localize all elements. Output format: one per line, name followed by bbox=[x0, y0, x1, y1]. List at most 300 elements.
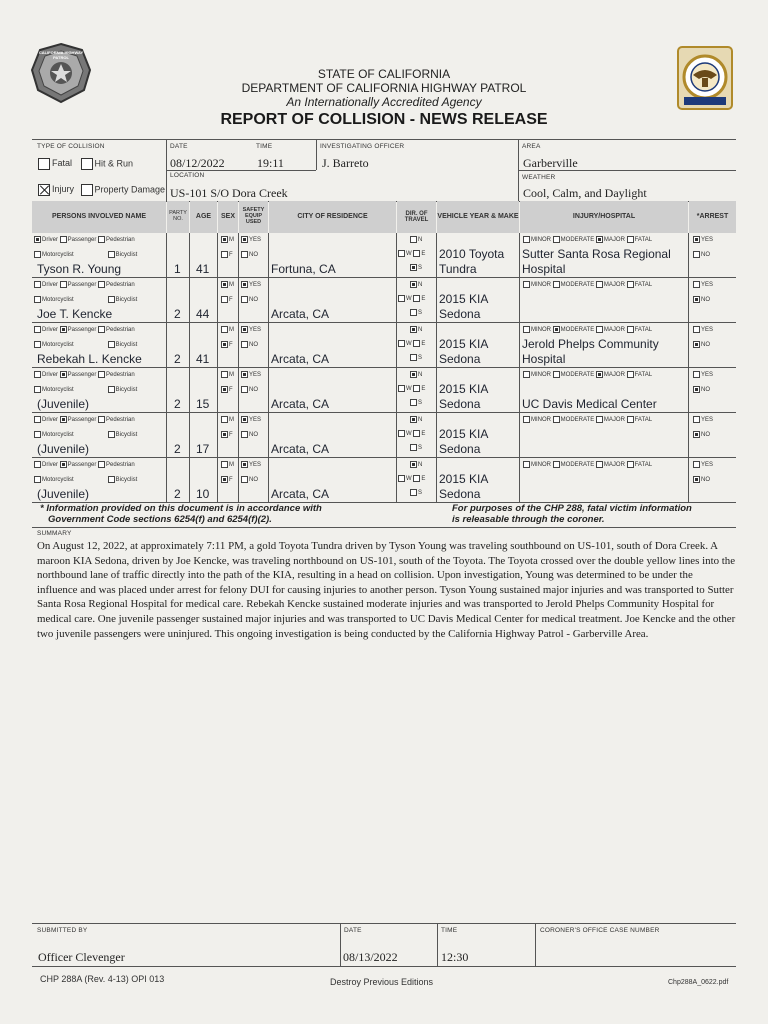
major-checkbox[interactable] bbox=[596, 416, 603, 423]
col-safety-header: SAFETY EQUIP USED bbox=[239, 201, 268, 233]
safety-no-label: NO bbox=[249, 387, 258, 394]
fatal-injury-label: FATAL bbox=[634, 327, 653, 334]
sex-f-label: F bbox=[229, 477, 233, 484]
arrest-yes-label: YES bbox=[701, 327, 714, 334]
dir-w-label: W bbox=[406, 341, 412, 348]
area-label: AREA bbox=[522, 143, 541, 150]
col-dir-header: DIR. OF TRAVEL bbox=[397, 201, 436, 233]
sex-m-checkbox[interactable] bbox=[221, 461, 228, 468]
dir-s-checkbox[interactable] bbox=[410, 399, 417, 406]
safety-no-label: NO bbox=[249, 432, 258, 439]
driver-label: Driver bbox=[42, 372, 58, 379]
driver-label: Driver bbox=[42, 282, 58, 289]
weather-label: WEATHER bbox=[522, 174, 556, 181]
dir-w-checkbox[interactable] bbox=[398, 295, 405, 302]
arrest-no-label: NO bbox=[701, 432, 710, 439]
arrest-yes-checkbox[interactable] bbox=[693, 236, 700, 243]
safety-no-checkbox[interactable] bbox=[241, 296, 248, 303]
arrest-yes-label: YES bbox=[701, 237, 714, 244]
age-value: 10 bbox=[196, 487, 210, 501]
fatal-checkbox-row[interactable] bbox=[38, 158, 133, 170]
coroner-note-line1: For purposes of the CHP 288, fatal victim information bbox=[452, 503, 692, 514]
gov-code-note-line1: * Information provided on this document is in accordance with bbox=[40, 503, 322, 514]
agency-tagline: An Internationally Accredited Agency bbox=[286, 95, 482, 109]
passenger-checkbox[interactable] bbox=[60, 236, 67, 243]
major-checkbox[interactable] bbox=[596, 461, 603, 468]
party-number: 2 bbox=[174, 307, 181, 321]
safety-yes-checkbox[interactable] bbox=[241, 326, 248, 333]
pedestrian-label: Pedestrian bbox=[106, 282, 135, 289]
coroner-note-line2: is releasable through the coroner. bbox=[452, 514, 605, 525]
dir-n-checkbox[interactable] bbox=[410, 461, 417, 468]
sex-f-label: F bbox=[229, 252, 233, 259]
moderate-label: MODERATE bbox=[560, 282, 595, 289]
table-row bbox=[0, 458, 768, 503]
driver-checkbox[interactable] bbox=[34, 326, 41, 333]
major-checkbox[interactable] bbox=[596, 281, 603, 288]
person-name: (Juvenile) bbox=[37, 487, 90, 501]
arrest-no-label: NO bbox=[701, 297, 710, 304]
arrest-yes-label: YES bbox=[701, 372, 714, 379]
sex-m-label: M bbox=[229, 462, 234, 469]
sex-m-label: M bbox=[229, 282, 234, 289]
dir-e-label: E bbox=[421, 386, 426, 393]
sex-m-label: M bbox=[229, 327, 234, 334]
arrest-no-checkbox[interactable] bbox=[693, 431, 700, 438]
passenger-checkbox[interactable] bbox=[60, 326, 67, 333]
hospital-line2: Hospital bbox=[522, 262, 566, 276]
sex-f-label: F bbox=[229, 387, 233, 394]
motorcyclist-label: Motorcyclist bbox=[42, 252, 74, 259]
major-label: MAJOR bbox=[603, 372, 625, 379]
vehicle-year-make: 2015 KIA bbox=[439, 427, 489, 441]
major-label: MAJOR bbox=[603, 462, 625, 469]
minor-checkbox[interactable] bbox=[523, 461, 530, 468]
party-number: 2 bbox=[174, 397, 181, 411]
table-row bbox=[0, 323, 768, 368]
dir-n-label: N bbox=[418, 282, 423, 289]
moderate-checkbox[interactable] bbox=[553, 281, 560, 288]
moderate-label: MODERATE bbox=[560, 462, 595, 469]
safety-yes-checkbox[interactable] bbox=[241, 236, 248, 243]
fatal-injury-checkbox[interactable] bbox=[627, 281, 634, 288]
date-value: 08/12/2022 bbox=[170, 156, 225, 170]
dir-e-checkbox[interactable] bbox=[413, 295, 420, 302]
fatal-injury-checkbox[interactable] bbox=[627, 371, 634, 378]
motorcyclist-checkbox[interactable] bbox=[34, 251, 41, 258]
arrest-no-label: NO bbox=[701, 342, 710, 349]
fatal-checkbox[interactable] bbox=[38, 158, 50, 170]
dir-n-label: N bbox=[418, 417, 423, 424]
dir-n-label: N bbox=[418, 462, 423, 469]
passenger-checkbox[interactable] bbox=[60, 416, 67, 423]
arrest-yes-checkbox[interactable] bbox=[693, 371, 700, 378]
vehicle-model: Sedona bbox=[439, 307, 481, 321]
destroy-editions-note: Destroy Previous Editions bbox=[330, 977, 434, 987]
motorcyclist-checkbox[interactable] bbox=[34, 386, 41, 393]
driver-checkbox[interactable] bbox=[34, 281, 41, 288]
sex-m-label: M bbox=[229, 372, 234, 379]
safety-no-label: NO bbox=[249, 297, 258, 304]
passenger-label: Passenger bbox=[67, 417, 97, 424]
badge-text: CALIFORNIA HIGHWAY PATROL bbox=[38, 50, 84, 60]
dir-n-label: N bbox=[418, 237, 423, 244]
vehicle-model: Sedona bbox=[439, 442, 481, 456]
vehicle-model: Sedona bbox=[439, 352, 481, 366]
vehicle-year-make: 2015 KIA bbox=[439, 292, 489, 306]
passenger-checkbox[interactable] bbox=[60, 281, 67, 288]
hit-run-checkbox[interactable] bbox=[81, 158, 93, 170]
minor-label: MINOR bbox=[531, 462, 551, 469]
age-value: 44 bbox=[196, 307, 210, 321]
motorcyclist-label: Motorcyclist bbox=[42, 477, 74, 484]
fatal-injury-checkbox[interactable] bbox=[627, 461, 634, 468]
hospital-line2: UC Davis Medical Center bbox=[522, 397, 657, 411]
passenger-checkbox[interactable] bbox=[60, 371, 67, 378]
department-heading: DEPARTMENT OF CALIFORNIA HIGHWAY PATROL bbox=[241, 81, 527, 95]
minor-label: MINOR bbox=[531, 372, 551, 379]
col-age-header: AGE bbox=[190, 201, 217, 233]
pedestrian-checkbox[interactable] bbox=[98, 371, 105, 378]
dir-n-checkbox[interactable] bbox=[410, 236, 417, 243]
sex-f-checkbox[interactable] bbox=[221, 251, 228, 258]
moderate-label: MODERATE bbox=[560, 372, 595, 379]
dir-s-label: S bbox=[418, 310, 423, 317]
moderate-checkbox[interactable] bbox=[553, 461, 560, 468]
age-value: 15 bbox=[196, 397, 210, 411]
safety-yes-label: YES bbox=[249, 417, 262, 424]
arrest-no-checkbox[interactable] bbox=[693, 296, 700, 303]
passenger-label: Passenger bbox=[67, 462, 97, 469]
major-label: MAJOR bbox=[603, 417, 625, 424]
motorcyclist-checkbox[interactable] bbox=[34, 341, 41, 348]
moderate-label: MODERATE bbox=[560, 237, 595, 244]
hospital-line1: Sutter Santa Rosa Regional bbox=[522, 247, 671, 261]
bicyclist-checkbox[interactable] bbox=[108, 341, 115, 348]
safety-no-checkbox[interactable] bbox=[241, 341, 248, 348]
hospital-line1: Jerold Phelps Community bbox=[522, 337, 659, 351]
dir-w-label: W bbox=[406, 476, 412, 483]
col-party-header: PARTY NO. bbox=[167, 201, 189, 233]
sex-m-checkbox[interactable] bbox=[221, 326, 228, 333]
dir-w-checkbox[interactable] bbox=[398, 430, 405, 437]
passenger-label: Passenger bbox=[67, 372, 97, 379]
arrest-yes-label: YES bbox=[701, 417, 714, 424]
safety-no-checkbox[interactable] bbox=[241, 386, 248, 393]
safety-yes-label: YES bbox=[249, 237, 262, 244]
dir-w-label: W bbox=[406, 296, 412, 303]
dir-w-label: W bbox=[406, 251, 412, 258]
major-checkbox[interactable] bbox=[596, 371, 603, 378]
pedestrian-label: Pedestrian bbox=[106, 462, 135, 469]
passenger-label: Passenger bbox=[67, 282, 97, 289]
dir-e-label: E bbox=[421, 251, 426, 258]
dir-w-checkbox[interactable] bbox=[398, 340, 405, 347]
fatal-injury-checkbox[interactable] bbox=[627, 416, 634, 423]
dir-w-checkbox[interactable] bbox=[398, 385, 405, 392]
pedestrian-label: Pedestrian bbox=[106, 327, 135, 334]
dir-s-label: S bbox=[418, 490, 423, 497]
arrest-yes-checkbox[interactable] bbox=[693, 416, 700, 423]
pedestrian-checkbox[interactable] bbox=[98, 326, 105, 333]
dir-s-label: S bbox=[418, 445, 423, 452]
sex-f-checkbox[interactable] bbox=[221, 386, 228, 393]
safety-no-checkbox[interactable] bbox=[241, 251, 248, 258]
driver-checkbox[interactable] bbox=[34, 461, 41, 468]
fatal-injury-checkbox[interactable] bbox=[627, 236, 634, 243]
hit-run-label: Hit & Run bbox=[94, 158, 134, 169]
dir-e-label: E bbox=[421, 341, 426, 348]
fatal-injury-checkbox[interactable] bbox=[627, 326, 634, 333]
type-of-collision-label: TYPE OF COLLISION bbox=[37, 143, 105, 150]
injury-label: Injury bbox=[52, 184, 75, 195]
location-label: LOCATION bbox=[170, 172, 205, 179]
property-damage-label: Property Damage bbox=[94, 184, 166, 195]
col-vehicle-header: VEHICLE YEAR & MAKE bbox=[437, 201, 519, 233]
summary-text: On August 12, 2022, at approximately 7:11 PM, a gold Toyota Tundra driven by Tyson Young was traveling southbound on US-101, south of Dora Creek. A maroon KIA Sedona, driven by Joe Kencke, was traveling northbound on US-101, south of the Toyota. The Toyota crossed over the double yellow lines into the northbound lane of traffic directly into the path of the KIA, resulting in a head on collision. Upon investigation, Young was determined to be under the influence and was placed under arrest for felony DUI for causing injuries to another person. Tyson Young sustained major injuries and was transported to Sutter Santa Rosa Regional Hospital for medical care. Rebekah Kencke sustained moderate injuries and was transported to Jerold Phelps Community Hospital for medical care. One juvenile passenger sustained major injuries and was transported to UC Davis Medical Center for medical treatment. Joe Kencke and the other two juvenile passengers were uninjured. This ongoing investigation is being conducted by the California Highway Patrol - Garberville Area. bbox=[37, 540, 736, 640]
sex-f-label: F bbox=[229, 432, 233, 439]
arrest-yes-label: YES bbox=[701, 282, 714, 289]
dir-e-label: E bbox=[421, 431, 426, 438]
moderate-checkbox[interactable] bbox=[553, 371, 560, 378]
bicyclist-label: Bicyclist bbox=[115, 432, 138, 439]
state-heading: STATE OF CALIFORNIA bbox=[317, 67, 451, 81]
bicyclist-label: Bicyclist bbox=[115, 252, 138, 259]
minor-checkbox[interactable] bbox=[523, 236, 530, 243]
arrest-no-checkbox[interactable] bbox=[693, 476, 700, 483]
dir-n-checkbox[interactable] bbox=[410, 281, 417, 288]
safety-yes-checkbox[interactable] bbox=[241, 281, 248, 288]
minor-checkbox[interactable] bbox=[523, 416, 530, 423]
moderate-checkbox[interactable] bbox=[553, 326, 560, 333]
sex-f-checkbox[interactable] bbox=[221, 341, 228, 348]
fatal-injury-label: FATAL bbox=[634, 237, 653, 244]
bicyclist-checkbox[interactable] bbox=[108, 431, 115, 438]
page-title: REPORT OF COLLISION - NEWS RELEASE bbox=[220, 111, 548, 128]
col-city-header: CITY OF RESIDENCE bbox=[269, 201, 396, 233]
footer-time-value: 12:30 bbox=[441, 950, 469, 964]
coroner-note bbox=[452, 503, 692, 525]
major-checkbox[interactable] bbox=[596, 326, 603, 333]
sex-m-label: M bbox=[229, 417, 234, 424]
safety-no-label: NO bbox=[249, 342, 258, 349]
dir-s-checkbox[interactable] bbox=[410, 489, 417, 496]
dir-e-checkbox[interactable] bbox=[413, 340, 420, 347]
sex-f-checkbox[interactable] bbox=[221, 296, 228, 303]
injury-checkbox[interactable] bbox=[38, 184, 50, 196]
officer-label: INVESTIGATING OFFICER bbox=[320, 143, 405, 150]
bicyclist-checkbox[interactable] bbox=[108, 386, 115, 393]
dir-n-label: N bbox=[418, 372, 423, 379]
bicyclist-label: Bicyclist bbox=[115, 342, 138, 349]
safety-yes-checkbox[interactable] bbox=[241, 416, 248, 423]
arrest-yes-checkbox[interactable] bbox=[693, 461, 700, 468]
driver-checkbox[interactable] bbox=[34, 371, 41, 378]
coroner-case-label: CORONER'S OFFICE CASE NUMBER bbox=[540, 927, 660, 934]
sex-m-checkbox[interactable] bbox=[221, 236, 228, 243]
minor-checkbox[interactable] bbox=[523, 371, 530, 378]
party-number: 2 bbox=[174, 487, 181, 501]
arrest-no-checkbox[interactable] bbox=[693, 386, 700, 393]
bicyclist-checkbox[interactable] bbox=[108, 296, 115, 303]
dir-s-checkbox[interactable] bbox=[410, 264, 417, 271]
gov-code-note-line2: Government Code sections 6254(f) and 6254(f)(2). bbox=[48, 514, 272, 525]
hospital-line2: Hospital bbox=[522, 352, 566, 366]
age-value: 41 bbox=[196, 262, 210, 276]
dir-e-checkbox[interactable] bbox=[413, 430, 420, 437]
city-value: Arcata, CA bbox=[271, 397, 330, 411]
city-value: Fortuna, CA bbox=[271, 262, 336, 276]
minor-label: MINOR bbox=[531, 237, 551, 244]
table-row bbox=[0, 368, 768, 413]
party-number: 2 bbox=[174, 442, 181, 456]
dir-w-checkbox[interactable] bbox=[398, 250, 405, 257]
safety-yes-checkbox[interactable] bbox=[241, 461, 248, 468]
vehicle-year-make: 2010 Toyota bbox=[439, 247, 505, 261]
dir-n-checkbox[interactable] bbox=[410, 416, 417, 423]
bicyclist-checkbox[interactable] bbox=[108, 476, 115, 483]
safety-yes-label: YES bbox=[249, 327, 262, 334]
moderate-checkbox[interactable] bbox=[553, 236, 560, 243]
driver-label: Driver bbox=[42, 327, 58, 334]
safety-no-checkbox[interactable] bbox=[241, 476, 248, 483]
arrest-no-label: NO bbox=[701, 252, 710, 259]
party-number: 2 bbox=[174, 352, 181, 366]
arrest-yes-label: YES bbox=[701, 462, 714, 469]
sex-m-checkbox[interactable] bbox=[221, 281, 228, 288]
person-name: (Juvenile) bbox=[37, 397, 90, 411]
summary-label: SUMMARY bbox=[37, 530, 72, 537]
footer-date-value: 08/13/2022 bbox=[343, 950, 398, 964]
sex-m-label: M bbox=[229, 237, 234, 244]
vehicle-year-make: 2015 KIA bbox=[439, 382, 489, 396]
dir-n-label: N bbox=[418, 327, 423, 334]
fatal-injury-label: FATAL bbox=[634, 372, 653, 379]
sex-m-checkbox[interactable] bbox=[221, 416, 228, 423]
footer-time-label: TIME bbox=[441, 927, 458, 934]
driver-label: Driver bbox=[42, 417, 58, 424]
motorcyclist-checkbox[interactable] bbox=[34, 476, 41, 483]
sex-f-checkbox[interactable] bbox=[221, 431, 228, 438]
major-label: MAJOR bbox=[603, 327, 625, 334]
pedestrian-checkbox[interactable] bbox=[98, 416, 105, 423]
dir-s-label: S bbox=[418, 355, 423, 362]
minor-checkbox[interactable] bbox=[523, 326, 530, 333]
motorcyclist-label: Motorcyclist bbox=[42, 342, 74, 349]
officer-value: J. Barreto bbox=[322, 156, 369, 170]
major-label: MAJOR bbox=[603, 282, 625, 289]
submitted-by-value: Officer Clevenger bbox=[38, 950, 125, 964]
person-name: Tyson R. Young bbox=[37, 262, 122, 276]
table-row bbox=[0, 413, 768, 458]
dir-s-label: S bbox=[418, 400, 423, 407]
dir-s-checkbox[interactable] bbox=[410, 309, 417, 316]
driver-checkbox[interactable] bbox=[34, 416, 41, 423]
property-damage-checkbox[interactable] bbox=[81, 184, 93, 196]
arrest-no-label: NO bbox=[701, 477, 710, 484]
dir-s-checkbox[interactable] bbox=[410, 444, 417, 451]
dir-e-label: E bbox=[421, 476, 426, 483]
injury-checkbox-row[interactable] bbox=[38, 184, 165, 196]
moderate-label: MODERATE bbox=[560, 327, 595, 334]
arrest-no-label: NO bbox=[701, 387, 710, 394]
moderate-label: MODERATE bbox=[560, 417, 595, 424]
driver-label: Driver bbox=[42, 462, 58, 469]
driver-checkbox[interactable] bbox=[34, 236, 41, 243]
dir-e-checkbox[interactable] bbox=[413, 250, 420, 257]
motorcyclist-checkbox[interactable] bbox=[34, 431, 41, 438]
sex-f-label: F bbox=[229, 297, 233, 304]
motorcyclist-checkbox[interactable] bbox=[34, 296, 41, 303]
dir-s-label: S bbox=[418, 265, 423, 272]
vehicle-year-make: 2015 KIA bbox=[439, 337, 489, 351]
table-row bbox=[0, 278, 768, 323]
bicyclist-label: Bicyclist bbox=[115, 297, 138, 304]
safety-yes-label: YES bbox=[249, 462, 262, 469]
sex-m-checkbox[interactable] bbox=[221, 371, 228, 378]
passenger-checkbox[interactable] bbox=[60, 461, 67, 468]
pedestrian-label: Pedestrian bbox=[106, 417, 135, 424]
minor-label: MINOR bbox=[531, 417, 551, 424]
dir-e-checkbox[interactable] bbox=[413, 475, 420, 482]
footer-date-label: DATE bbox=[344, 927, 362, 934]
arrest-yes-checkbox[interactable] bbox=[693, 281, 700, 288]
dir-w-checkbox[interactable] bbox=[398, 475, 405, 482]
dir-n-checkbox[interactable] bbox=[410, 326, 417, 333]
dir-w-label: W bbox=[406, 431, 412, 438]
sex-f-label: F bbox=[229, 342, 233, 349]
gov-code-note bbox=[40, 503, 322, 525]
arrest-no-checkbox[interactable] bbox=[693, 251, 700, 258]
minor-label: MINOR bbox=[531, 282, 551, 289]
dir-s-checkbox[interactable] bbox=[410, 354, 417, 361]
col-sex-header: SEX bbox=[218, 201, 238, 233]
vehicle-model: Sedona bbox=[439, 397, 481, 411]
area-value: Garberville bbox=[523, 156, 578, 170]
bicyclist-label: Bicyclist bbox=[115, 477, 138, 484]
passenger-label: Passenger bbox=[67, 327, 97, 334]
vehicle-model: Tundra bbox=[439, 262, 477, 276]
dir-e-checkbox[interactable] bbox=[413, 385, 420, 392]
city-value: Arcata, CA bbox=[271, 307, 330, 321]
minor-checkbox[interactable] bbox=[523, 281, 530, 288]
col-injury-header: INJURY/HOSPITAL bbox=[520, 201, 688, 233]
vehicle-year-make: 2015 KIA bbox=[439, 472, 489, 486]
bicyclist-checkbox[interactable] bbox=[108, 251, 115, 258]
sex-f-checkbox[interactable] bbox=[221, 476, 228, 483]
weather-value: Cool, Calm, and Daylight bbox=[523, 186, 647, 200]
dir-w-label: W bbox=[406, 386, 412, 393]
moderate-checkbox[interactable] bbox=[553, 416, 560, 423]
city-value: Arcata, CA bbox=[271, 442, 330, 456]
pedestrian-checkbox[interactable] bbox=[98, 281, 105, 288]
arrest-no-checkbox[interactable] bbox=[693, 341, 700, 348]
safety-yes-checkbox[interactable] bbox=[241, 371, 248, 378]
major-checkbox[interactable] bbox=[596, 236, 603, 243]
arrest-yes-checkbox[interactable] bbox=[693, 326, 700, 333]
safety-yes-label: YES bbox=[249, 372, 262, 379]
pedestrian-checkbox[interactable] bbox=[98, 236, 105, 243]
safety-no-checkbox[interactable] bbox=[241, 431, 248, 438]
dir-e-label: E bbox=[421, 296, 426, 303]
date-label: DATE bbox=[170, 143, 188, 150]
fatal-injury-label: FATAL bbox=[634, 462, 653, 469]
party-number: 1 bbox=[174, 262, 181, 276]
dir-n-checkbox[interactable] bbox=[410, 371, 417, 378]
motorcyclist-label: Motorcyclist bbox=[42, 387, 74, 394]
safety-no-label: NO bbox=[249, 477, 258, 484]
pedestrian-checkbox[interactable] bbox=[98, 461, 105, 468]
